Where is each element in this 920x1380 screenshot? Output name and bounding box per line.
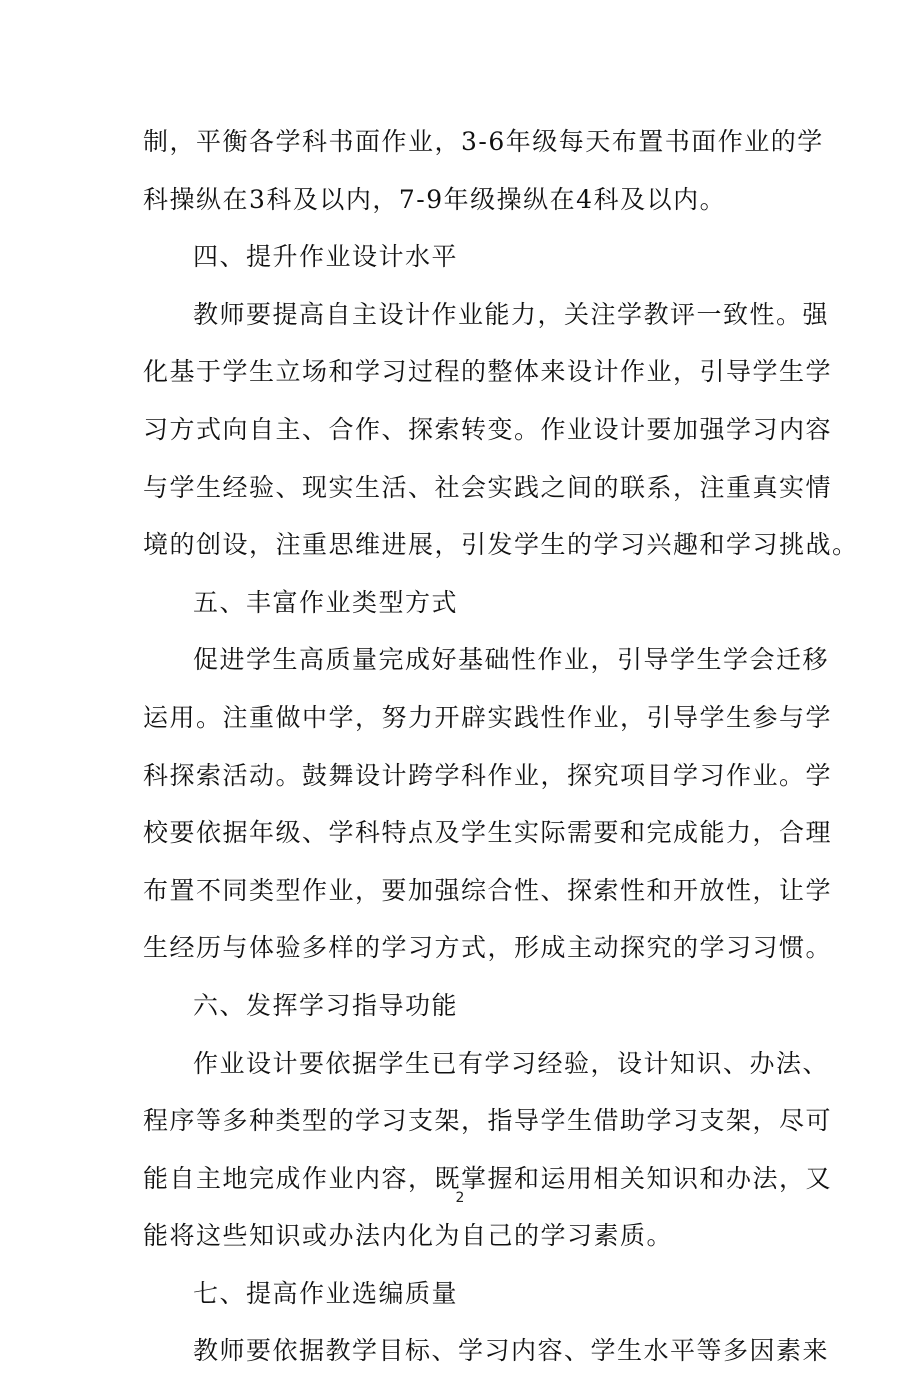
- paragraph-first-line: 教师要提高自主设计作业能力，关注学教评一致性。强: [193, 299, 830, 329]
- text-line: 境的创设，注重思维进展，引发学生的学习兴趣和学习挑战。: [143, 530, 859, 560]
- section-heading: 五、丰富作业类型方式: [193, 587, 459, 617]
- text-line: 制，平衡各学科书面作业，3-6年级每天布置书面作业的学: [143, 127, 824, 156]
- text-line: 运用。注重做中学，努力开辟实践性作业，引导学生参与学: [143, 702, 833, 732]
- section-heading: 四、提升作业设计水平: [193, 242, 459, 272]
- text-line: 能自主地完成作业内容，既掌握和运用相关知识和办法，又: [143, 1163, 833, 1193]
- text-line: 科操纵在3科及以内，7-9年级操纵在4科及以内。: [143, 184, 727, 214]
- page-number: 2: [455, 1190, 465, 1206]
- text-line: 生经历与体验多样的学习方式，形成主动探究的学习习惯。: [143, 933, 833, 963]
- paragraph-first-line: 教师要依据教学目标、学习内容、学生水平等多因素来: [193, 1336, 830, 1366]
- paragraph-first-line: 促进学生高质量完成好基础性作业，引导学生学会迁移: [193, 645, 830, 675]
- text-line: 与学生经验、现实生活、社会实践之间的联系，注重真实情: [143, 472, 833, 502]
- text-line: 化基于学生立场和学习过程的整体来设计作业，引导学生学: [143, 357, 833, 387]
- section-heading: 六、发挥学习指导功能: [193, 990, 459, 1020]
- text-line: 能将这些知识或办法内化为自己的学习素质。: [143, 1221, 674, 1251]
- text-line: 校要依据年级、学科特点及学生实际需要和完成能力，合理: [143, 818, 833, 848]
- text-line: 程序等多种类型的学习支架，指导学生借助学习支架，尽可: [143, 1106, 833, 1136]
- text-line: 习方式向自主、合作、探索转变。作业设计要加强学习内容: [143, 414, 833, 444]
- section-heading: 七、提高作业选编质量: [193, 1278, 459, 1308]
- paragraph-first-line: 作业设计要依据学生已有学习经验，设计知识、办法、: [193, 1048, 830, 1078]
- text-line: 科探索活动。鼓舞设计跨学科作业，探究项目学习作业。学: [143, 760, 833, 790]
- text-line: 布置不同类型作业，要加强综合性、探索性和开放性，让学: [143, 875, 833, 905]
